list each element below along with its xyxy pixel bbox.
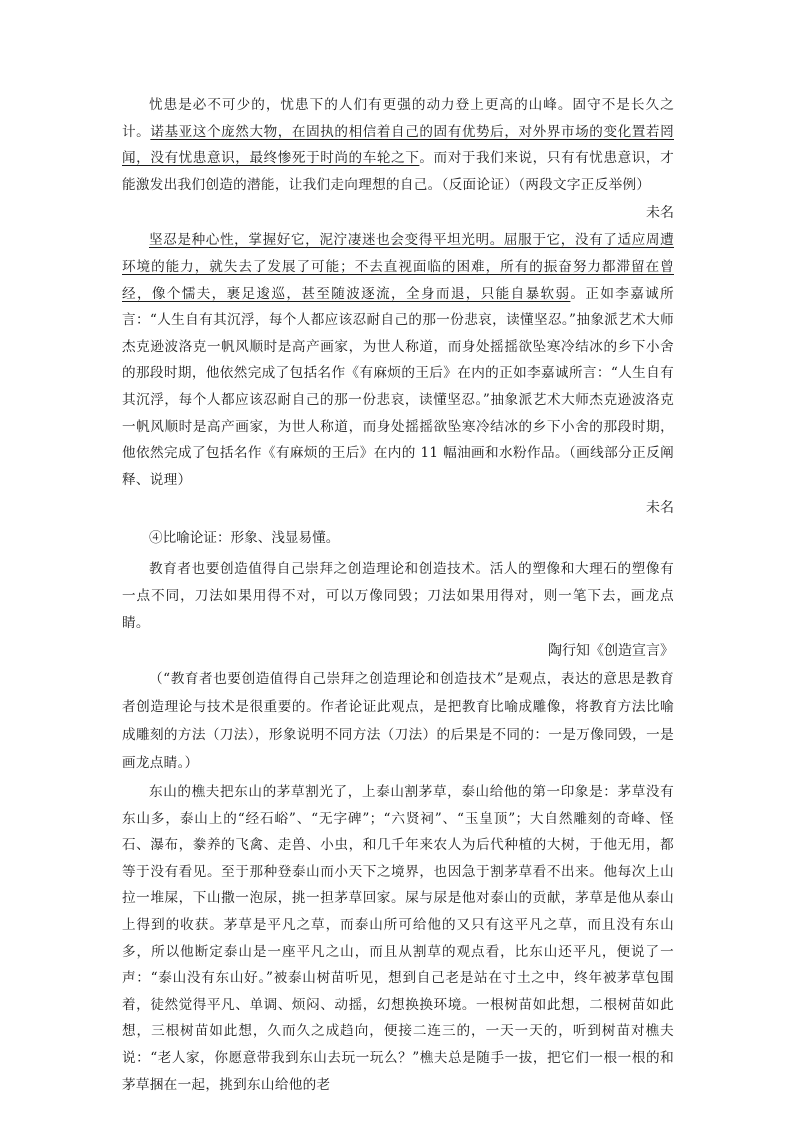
author-attribution-3: 陶行知《创造宣言》 <box>548 643 674 660</box>
paragraph-education-quote: 教育者也要创造值得自己崇拜之创造理论和创造技术。活人的塑像和大理石的塑像有一点不同，刀法如果用得不对，可以万像同毁；刀法如果用得对，则一笔下去，画龙点睛。 <box>122 561 674 631</box>
paragraph-worry <box>122 92 674 198</box>
paragraph-perseverance <box>122 227 674 493</box>
paragraph-analysis-note: （“教育者也要创造值得自己崇拜之创造理论和创造技术”是观点，表达的意思是教育者创造理论与技术是很重要的。作者论证此观点，是把教育比喻成雕像，将教育方法比喻成雕刻的方法（刀法），形象说明不同方法（刀法）的后果是不同的：一是万像同毁，一是画龙点睛。） <box>122 671 674 772</box>
paragraph-worry-conclusion: 。而对于我们来说，只有有忧患意识，才能激发出我们创造的潜能，让我们走向理想的自己。（反面论证）（两段文字正反举例） <box>122 150 674 193</box>
paragraph-perseverance-underlined: 坚忍是种心性，掌握好它，泥泞凄迷也会变得平坦光明。屈服于它，没有了适应周遭环境的能力，就失去了发展了可能；不去直视面临的困难，所有的振奋努力都滞留在曾经，像个懦夫，裹足逡巡，甚至随波逐流，全身而退，只能自暴软弱 <box>122 232 674 302</box>
paragraph-worry-underlined: 诺基亚这个庞然大物，在固执的相信着自己的固有优势后，对外界市场的变化置若罔闻，没有忧患意识，最终惨死于时尚的车轮之下 <box>122 123 674 167</box>
paragraph-mountain-story: 东山的樵夫把东山的茅草割光了，上泰山割茅草，泰山给他的第一印象是：茅草没有东山多，泰山上的“经石峪”、“无字碑”；“六贤祠”、“玉皇顶”；大自然雕刻的奇峰、怪石、瀑布，豢养的飞禽、走兽、小虫，和几千年来农人为后代种植的大树，于他无用，都等于没有看见。至于那种登泰山而小天下之境界，也因急于割茅草看不出来。他每次上山拉一堆屎，下山撒一泡尿，挑一担茅草回家。屎与尿是他对泰山的贡献，茅草是他从泰山上得到的收获。茅草是平凡之草，而泰山所可给他的又只有这平凡之草，而且没有东山多，所以他断定泰山是一座平凡之山，而且从割草的观点看，比东山还平凡，便说了一声：“泰山没有东山好。”被泰山树苗听见，想到自己老是站在寸土之中，终年被茅草包围着，徒然觉得平凡、单调、烦闷、动摇，幻想换换环境。一根树苗如此想，二根树苗如此想，三根树苗如此想，久而久之成趋向，便接二连三的，一天一天的，听到树苗对樵夫说：“老人家，你愿意带我到东山去玩一玩么？”樵夫总是随手一拔，把它们一根一根的和茅草捆在一起，挑到东山给他的老 <box>122 784 674 1093</box>
paragraph-worry-intro: 忧患是必不可少的，忧患下的人们有更强的动力登上更高的山峰。固守不是长久之计。 <box>122 97 674 140</box>
author-attribution-2: 未名 <box>646 500 674 517</box>
paragraph-perseverance-body: 。正如李嘉诚所言：“人生自有其沉浮，每个人都应该忍耐自己的那一份悲哀，读懂坚忍。”抽象派艺术大师杰克逊波洛克一帆风顺时是高产画家，为世人称道，而身处摇摇欲坠寒冷结冰的乡下小舍的那段时期，他依然完成了包括名作《有麻烦的王后》在内的正如李嘉诚所言：“人生自有其沉浮，每个人都应该忍耐自己的那一份悲哀，读懂坚忍。”抽象派艺术大师杰克逊波洛克一帆风顺时是高产画家，为世人称道，而身处摇摇欲坠寒冷结冰的乡下小舍的那段时期，他依然完成了包括名作《有麻烦的王后》在内的 11 幅油画和水粉作品。（画线部分正反阐释、说理） <box>122 285 674 488</box>
document-page <box>122 92 674 1098</box>
author-attribution-1: 未名 <box>646 205 674 222</box>
section-heading-metaphor: ④比喻论证：形象、浅显易懂。 <box>149 530 340 547</box>
